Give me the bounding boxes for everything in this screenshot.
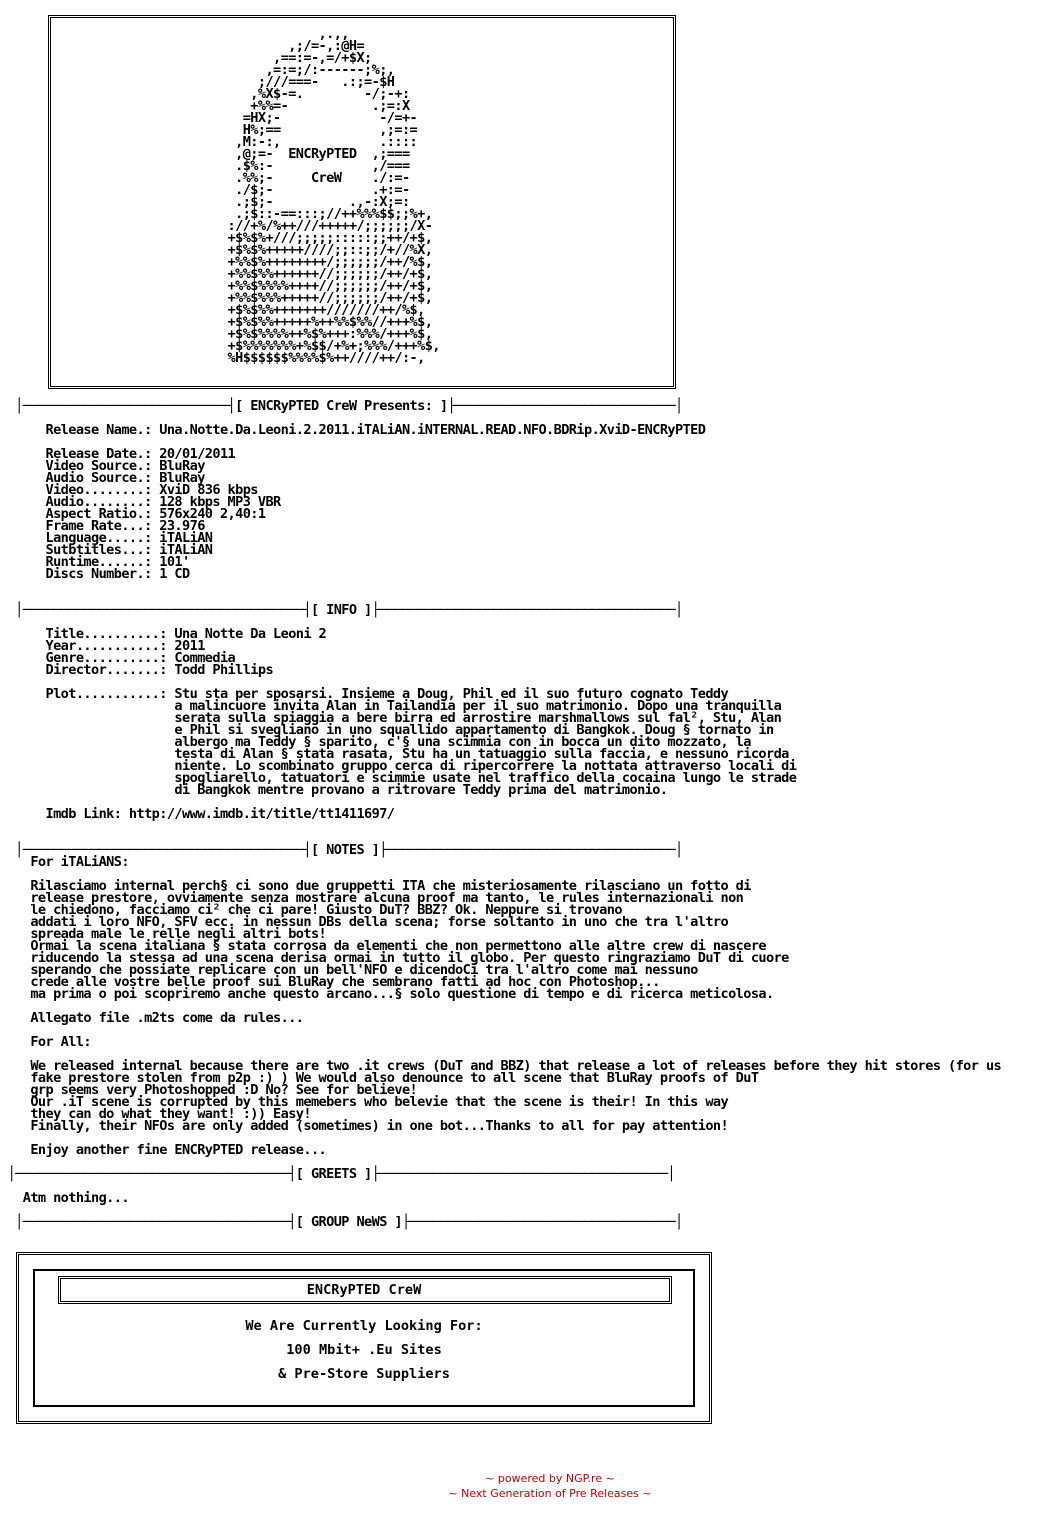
ascii-art-line: +%%$%%%%++++//;;;;;;/++/+$, (0, 278, 433, 294)
ascii-art-line: +%%$%%%+++++//;;;;;;/++/+$, (0, 290, 433, 306)
ascii-art-line: +$%$%+++++////;;::;;/+//%X, (0, 242, 433, 258)
plot-line: niente. Lo scombinato gruppo cerca di ripercorrere la nottata attraverso locali di (0, 758, 797, 774)
info-row: Genre..........: Commedia (0, 650, 236, 666)
notes-all-heading: For All: (0, 1034, 92, 1050)
release-info-row: Sutbtitles...: iTALiAN (0, 542, 213, 558)
ascii-art-line: H%;== ,;=:= (0, 122, 418, 138)
ascii-art-line: .$%:- ,/=== (0, 158, 410, 174)
greets-divider: │────────────────────────────────────┤[ GREETS ]├──────────────────────────────────────│ (0, 1166, 675, 1182)
group-news-divider: │───────────────────────────────────┤[ GROUP NeWS ]├───────────────────────────────────│ (0, 1214, 683, 1230)
ascii-art-line: +%%$%++++++++/;;;;;;/++/%$, (0, 254, 433, 270)
ascii-art-line: ://+%/%++///+++++/;;;;;;/X- (0, 218, 433, 234)
plot-line: albergo ma Teddy § sparito, c'§ una scimmia con in bocca un dito mozzato, la (0, 734, 751, 750)
ascii-art-line: +$%$%%%%++%$%+++:%%%/+++%$, (0, 326, 433, 342)
ascii-art-line: ,;/=-,:@H= (0, 38, 365, 54)
plot-line: Plot...........: Stu sta per sposarsi. Insieme a Doug, Phil ed il suo futuro cognato Teddy (0, 686, 729, 702)
ascii-art-line: +$%$%%+++++%++%%$%%//+++%$, (0, 314, 433, 330)
release-info-row: Release Date.: 20/01/2011 (0, 446, 236, 462)
ascii-art-line: +$%%%%%%%+%$$/+%+;%%%/+++%$, (0, 338, 440, 354)
plot-line: serata sulla spiaggia a bere birra ed arrostire marshmallows sul fal², Stu, Alan (0, 710, 782, 726)
ascii-art-line: ,=:=;/:------;%;, (0, 62, 395, 78)
greets-text: Atm nothing... (0, 1190, 129, 1206)
ascii-art-line: +%%$%%++++++//;;;;;;/++/+$, (0, 266, 433, 282)
ascii-art-line: +$%$%+///;;;;;:::::;;++/+$, (0, 230, 433, 246)
release-info-row: Frame Rate...: 23.976 (0, 518, 205, 534)
info-row: Title..........: Una Notte Da Leoni 2 (0, 626, 327, 642)
plot-line: spogliarello, tatuatori e scimmie usate nel traffico della cocaina lungo le strade (0, 770, 797, 786)
release-info-row: Video........: XviD 836 kbps (0, 482, 258, 498)
notes-italians-line: addati i loro NFO, SFV ecc. in nessun DBs della scena; forse soltanto in uno che tra l'altro (0, 914, 729, 930)
notes-all-line: Our .iT scene is corrupted by this memebers who belevie that the scene is their! In this way (0, 1094, 729, 1110)
plot-line: e Phil si svegliano in uno squallido appartamento di Bangkok. Doug § tornato in (0, 722, 774, 738)
info-divider: │─────────────────────────────────────┤[ INFO ]├───────────────────────────────────────│ (0, 602, 683, 618)
group-news-line-2: 100 Mbit+ .Eu Sites (286, 1342, 442, 1358)
notes-italians-line: crede alle vostre belle proof sui BluRay che sembrano fatti ad hoc con Photoshop... (0, 974, 660, 990)
notes-italians-line: release prestore, ovviamente senza mostrare alcuna proof ma tanto, le rules internazionali non (0, 890, 744, 906)
ascii-art-line: .;$;- .,-:X;=: (0, 194, 410, 210)
group-news-title: ENCRyPTED CreW (306, 1282, 422, 1298)
notes-divider: │─────────────────────────────────────┤[ NOTES ]├──────────────────────────────────────│ (0, 842, 683, 858)
ascii-art-line: =HX;- -/=+- (0, 110, 418, 126)
footer-powered-by: ~ powered by NGP.re ~ (485, 1472, 615, 1485)
release-info-row: Runtime......: 101' (0, 554, 190, 570)
imdb-link: Imdb Link: http://www.imdb.it/title/tt1411697/ (0, 806, 395, 822)
notes-italians-line: Ormai la scena italiana § stata corrosa da elementi che non permettono alle altre crew di nascere (0, 938, 766, 954)
ascii-art-line: ,M:-:, .:::: (0, 134, 418, 150)
plot-line: a malincuore invita Alan in Tailandia per il suo matrimonio. Dopo una tranquilla (0, 698, 782, 714)
ascii-art-line: ,.,, (0, 26, 349, 42)
ascii-art-line: ;///===- .:;=-$H (0, 74, 395, 90)
footer-tagline: ~ Next Generation of Pre Releases ~ (448, 1487, 652, 1500)
notes-italians-line: riducendo la stessa ad una scena derisa ormai in tutto il globo. Per questo ringraziamo DuT di cuore (0, 950, 789, 966)
release-name: Release Name.: Una.Notte.Da.Leoni.2.2011.iTALiAN.iNTERNAL.READ.NFO.BDRip.XviD-ENCRyPTED (0, 422, 706, 438)
ascii-art-line: +$%$%%+++++++///////++/%$, (0, 302, 425, 318)
notes-attachment: Allegato file .m2ts come da rules... (0, 1010, 304, 1026)
notes-all-line: grp seems very Photoshopped :D No? See for believe! (0, 1082, 418, 1098)
notes-all-line: Finally, their NFOs are only added (sometimes) in one bot...Thanks to all for pay attention! (0, 1118, 729, 1134)
release-info-row: Language.....: iTALiAN (0, 530, 213, 546)
notes-enjoy: Enjoy another fine ENCRyPTED release... (0, 1142, 327, 1158)
notes-italians-line: le chiedono, facciamo ci² che ci pare! Giusto DuT? BBZ? Ok. Neppure si trovano (0, 902, 622, 918)
release-info-row: Video Source.: BluRay (0, 458, 205, 474)
ascii-art-line: +%%=- .;=:X (0, 98, 410, 114)
ascii-art-line: ,==:=-,=/+$X; (0, 50, 372, 66)
notes-all-line: We released internal because there are two .it crews (DuT and BBZ) that release a lot of releases before they hit stores (for us (0, 1058, 1002, 1074)
notes-italians-line: sperando che possiate replicare con un bell'NFO e dicendoCi tra l'altro come mai nessuno (0, 962, 698, 978)
ascii-art-line: ,%X$-=. -/;-+: (0, 86, 410, 102)
ascii-art-line: .;$::-==:::;//++%%%$$;;%+, (0, 206, 433, 222)
release-info-row: Audio Source.: BluRay (0, 470, 205, 486)
presents-divider: │───────────────────────────┤[ ENCRyPTED CreW Presents: ]├─────────────────────────────│ (0, 398, 683, 414)
notes-italians-line: Rilasciamo internal perch§ ci sono due gruppetti ITA che misteriosamente rilasciano un fotto di (0, 878, 751, 894)
info-row: Director.......: Todd Phillips (0, 662, 274, 678)
notes-all-line: fake prestore stolen from p2p :) ) We would also denounce to all scene that BluRay proofs of DuT (0, 1070, 759, 1086)
notes-all-line: they can do what they want! :)) Easy! (0, 1106, 311, 1122)
release-info-row: Aspect Ratio.: 576x240 2,40:1 (0, 506, 266, 522)
ascii-art-line: .%%;- CreW ./:=- (0, 170, 410, 186)
release-info-row: Audio........: 128 kbps MP3 VBR (0, 494, 281, 510)
notes-italians-line: ma prima o poi scopriremo anche questo arcano...§ solo questione di tempo e di ricerca meticolosa. (0, 986, 774, 1002)
ascii-art-line: %H$$$$$$%%%%$%++////++/:-, (0, 350, 425, 366)
plot-line: di Bangkok mentre provano a ritrovare Teddy prima del matrimonio. (0, 782, 668, 798)
group-news-line-3: & Pre-Store Suppliers (278, 1366, 450, 1382)
notes-italians-heading: For iTALiANS: (0, 854, 129, 870)
plot-line: testa di Alan § stata rasata, Stu ha un tatuaggio sulla faccia, e nessuno ricorda (0, 746, 789, 762)
ascii-art-line: ./$;- .+:=- (0, 182, 410, 198)
info-row: Year...........: 2011 (0, 638, 205, 654)
release-info-row: Discs Number.: 1 CD (0, 566, 190, 582)
ascii-art-line: ,@;=- ENCRyPTED ,;=== (0, 146, 410, 162)
notes-italians-line: spreada male le relle negli altri bots! (0, 926, 327, 942)
group-news-line-1: We Are Currently Looking For: (245, 1318, 483, 1334)
